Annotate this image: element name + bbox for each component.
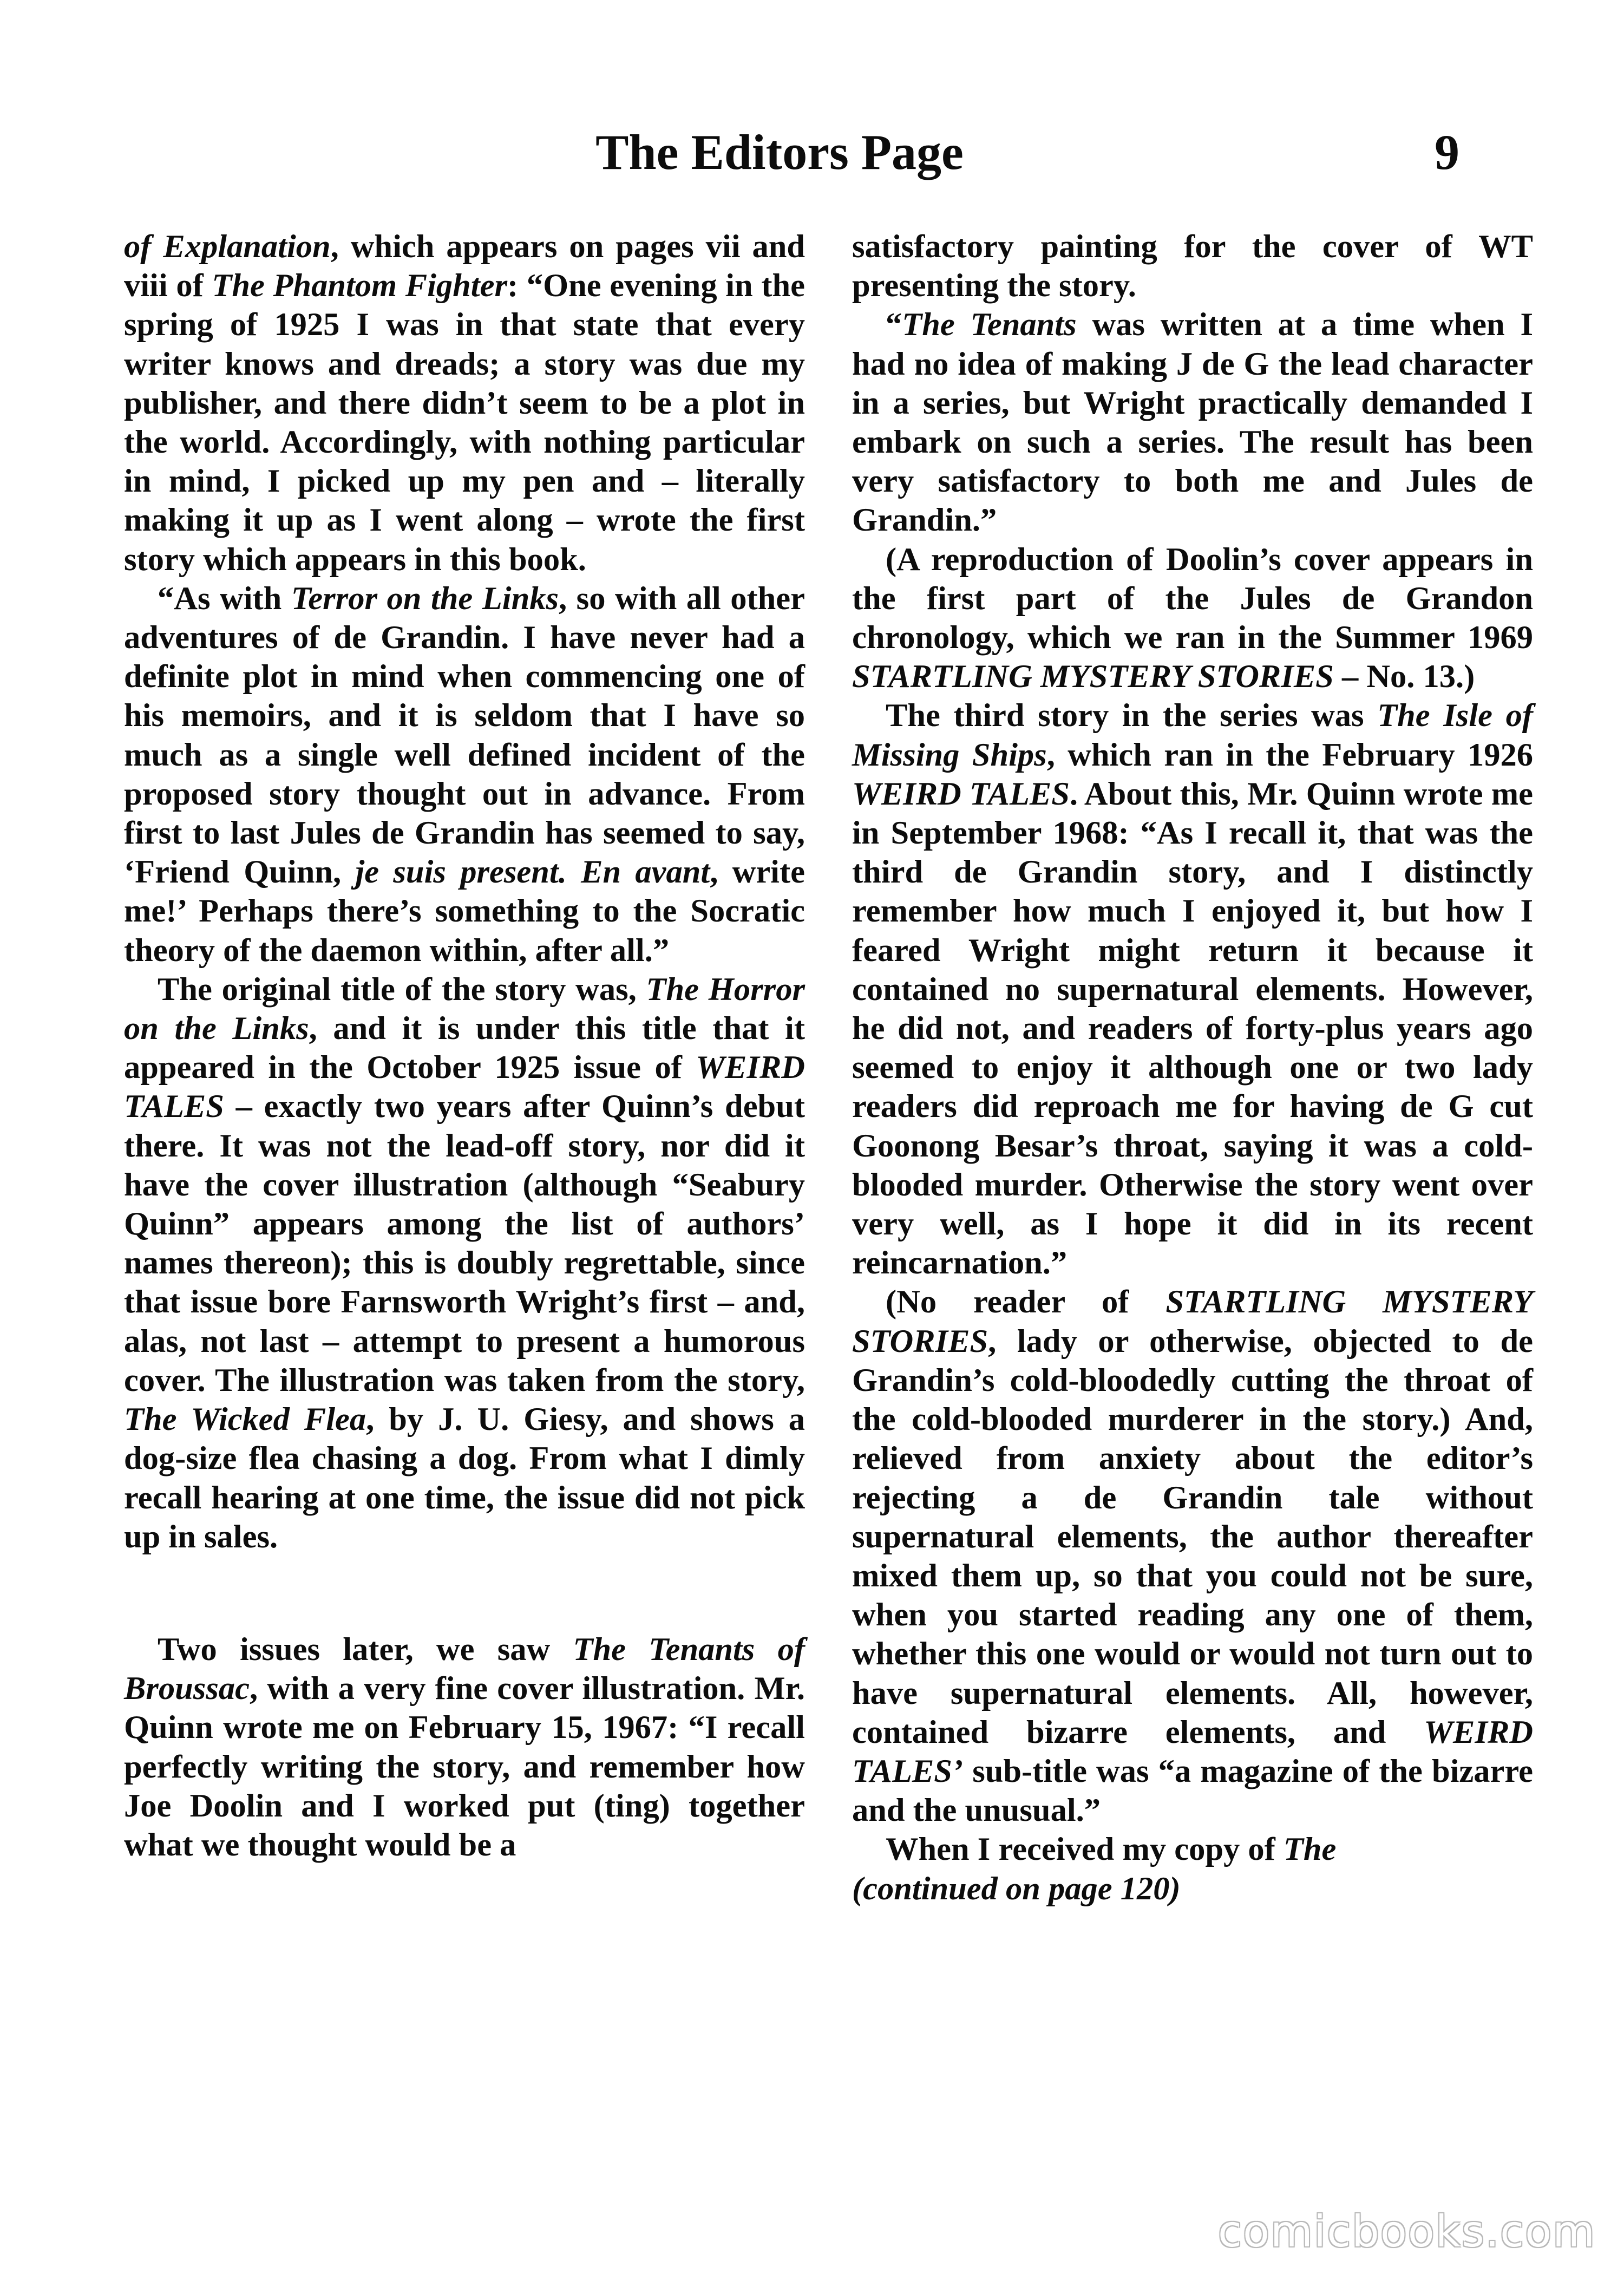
paragraph: (A reproduction of Doolin’s cover appears in the first part of the Jules de Grandon chronology, which we ran in the Summer 1969 STARTLING MYSTERY STORIES – No. 13.) (852, 541, 1533, 695)
paragraph: (No reader of STARTLING MYSTERY STORIES, lady or otherwise, objected to de Grandin’s cold-bloodedly cutting the throat of the cold-blooded murderer in the story.) And, relieved from anxiety about the editor’s rejecting a de Grandin tale without supernatural elements, the author thereafter mixed them up, so that you could not be sure, when you started reading any one of them, whether this one would or would not turn out to have supernatural elements. All, however, contained bizarre elements, and WEIRD TALES’ sub-title was “a magazine of the bizarre and the unusual.” (852, 1284, 1534, 1829)
page-title: The Editors Page (595, 125, 964, 180)
paragraph: “The Tenants was written at a time when I had no idea of making J de G the lead character in a series, but Wright practically demanded I embark on such a series. The result has been very satisfactory to both me and Jules de Grandin.” (852, 306, 1534, 539)
right-column (852, 227, 1533, 1909)
continued-note: (continued on page 120) (852, 1870, 1181, 1907)
paragraph: satisfactory painting for the cover of WT presenting the story. (852, 228, 1533, 304)
page-header (0, 123, 1624, 194)
paragraph: When I received my copy of The (886, 1831, 1337, 1868)
paragraph: Two issues later, we saw The Tenants of Broussac, with a very fine cover illustration. Mr. Quinn wrote me on February 15, 1967: “I recall perfectly writing the story, and remember how Joe Doolin and I worked put (ting) together what we thought would be a (124, 1631, 805, 1863)
left-column (124, 227, 805, 1865)
watermark: comicbooks.com (1218, 2206, 1596, 2257)
page-number: 9 (1435, 125, 1459, 180)
paragraph: The original title of the story was, The Horror on the Links, and it is under this title that it appeared in the October 1925 issue of WEIRD TALES – exactly two years after Quinn’s debut there. It was not the lead-off story, nor did it have the cover illustration (although “Seabury Quinn” appears among the list of authors’ names thereon); this is doubly regrettable, since that issue bore Farnsworth Wright’s first – and, alas, not last – attempt to present a humorous cover. The illustration was taken from the story, The Wicked Flea, by J. U. Giesy, and shows a dog-size flea chasing a dog. From what I dimly recall hearing at one time, the issue did not pick up in sales. (124, 971, 805, 1555)
paragraph: The third story in the series was The Isle of Missing Ships, which ran in the February 1926 WEIRD TALES. About this, Mr. Quinn wrote me in September 1968: “As I recall it, that was the third de Grandin story, and I distinctly remember how much I enjoyed it, but how I feared Wright might return it because it contained no supernatural elements. However, he did not, and readers of forty-plus years ago seemed to enjoy it although one or two lady readers did reproach me for having de G cut Goonong Besar’s throat, saying it was a cold-blooded murder. Otherwise the story went over very well, as I hope it did in its recent reincarnation.” (852, 697, 1534, 1282)
paragraph: of Explanation, which appears on pages vii and viii of The Phantom Fighter: “One evening in the spring of 1925 I was in that state that every writer knows and dreads; a story was due my publisher, and there didn’t seem to be a plot in the world. Accordingly, with nothing particular in mind, I picked up my pen and – literally making it up as I went along – wrote the first story which appears in this book. (124, 228, 805, 578)
paragraph: “As with Terror on the Links, so with all other adventures of de Grandin. I have never had a definite plot in mind when commencing one of his memoirs, and it is seldom that I have so much as a single well defined incident of the proposed story thought out in advance. From first to last Jules de Grandin has seemed to say, ‘Friend Quinn, je suis present. En avant, write me!’ Perhaps there’s something to the Socratic theory of the daemon within, after all.” (124, 580, 805, 969)
